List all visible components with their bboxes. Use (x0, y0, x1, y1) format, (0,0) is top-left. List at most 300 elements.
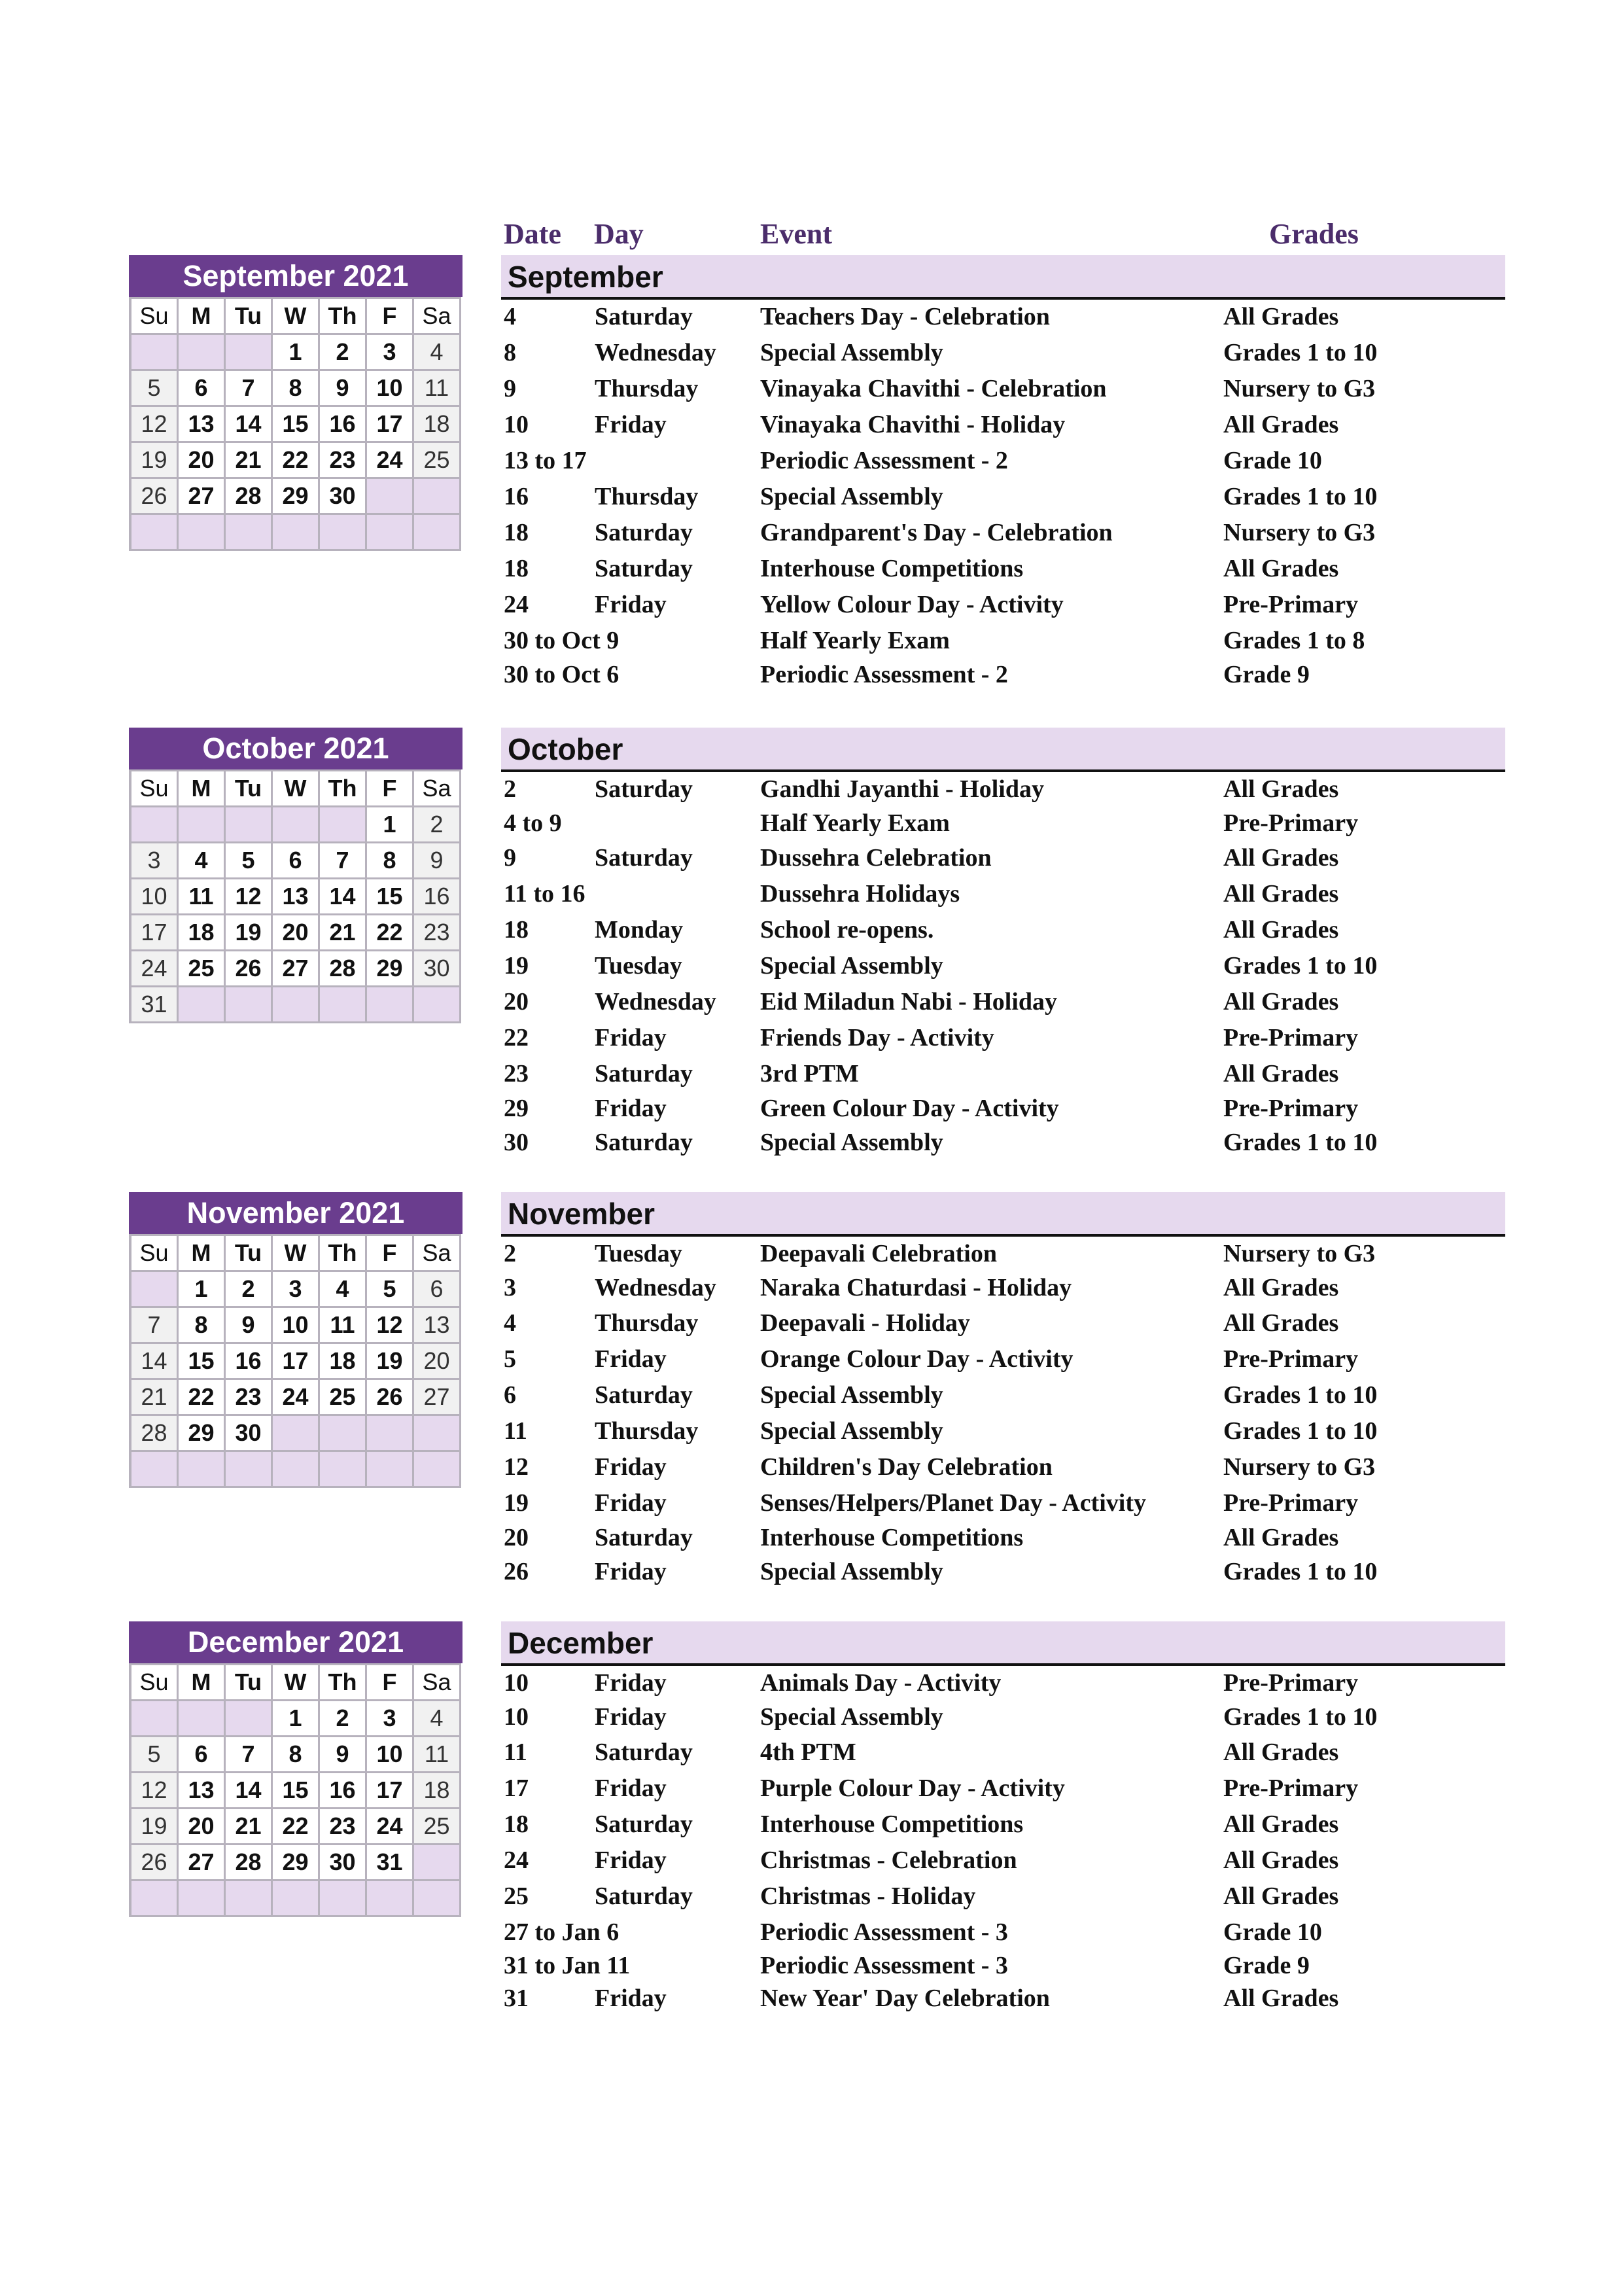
calendar-empty-cell (367, 1452, 414, 1488)
event-day: Friday (595, 591, 667, 618)
calendar-empty-cell (179, 987, 226, 1023)
month-name: December (508, 1626, 654, 1660)
event-name: Naraka Chaturdasi - Holiday (760, 1274, 1072, 1301)
calendar-day: 16 (320, 1773, 367, 1809)
event-grades: Grades 1 to 10 (1223, 1129, 1378, 1156)
calendar-day: 26 (131, 1845, 179, 1881)
calendar-empty-cell (414, 1845, 461, 1881)
mini-calendar-grid (129, 1663, 461, 1917)
calendar-empty-cell (131, 1881, 179, 1917)
calendar-day: 27 (273, 951, 320, 987)
weekday-header: Su (131, 1665, 179, 1701)
event-name: Christmas - Holiday (760, 1882, 976, 1910)
event-date: 3 (504, 1274, 516, 1301)
event-grades: Pre-Primary (1223, 1345, 1359, 1373)
event-row (504, 1951, 1508, 1984)
calendar-empty-cell (367, 479, 414, 515)
calendar-empty-cell (226, 987, 273, 1023)
weekday-header: Th (320, 771, 367, 807)
event-grades: Grades 1 to 8 (1223, 627, 1365, 654)
calendar-day: 10 (131, 879, 179, 915)
calendar-empty-cell (179, 1701, 226, 1737)
event-date: 9 (504, 844, 516, 872)
calendar-day: 11 (320, 1308, 367, 1344)
calendar-day: 17 (273, 1344, 320, 1380)
weekday-header: Sa (414, 1236, 461, 1272)
calendar-day: 2 (414, 807, 461, 843)
event-date: 11 to 16 (504, 880, 585, 908)
event-row (504, 1669, 1508, 1703)
event-row (504, 775, 1508, 809)
calendar-day: 3 (367, 1701, 414, 1737)
event-row (504, 1309, 1508, 1345)
calendar-day: 26 (131, 479, 179, 515)
calendar-day: 21 (131, 1380, 179, 1416)
mini-calendar-grid (129, 1234, 461, 1488)
event-day: Friday (595, 1775, 667, 1802)
calendar-day: 5 (226, 843, 273, 879)
calendar-day: 9 (226, 1308, 273, 1344)
event-date: 5 (504, 1345, 516, 1373)
event-name: Friends Day - Activity (760, 1024, 994, 1051)
event-grades: Pre-Primary (1223, 1669, 1359, 1697)
event-name: Purple Colour Day - Activity (760, 1775, 1065, 1802)
calendar-empty-cell (320, 1452, 367, 1488)
calendar-day: 23 (414, 915, 461, 951)
calendar-day: 23 (320, 1809, 367, 1845)
event-date: 17 (504, 1775, 529, 1802)
event-date: 23 (504, 1060, 529, 1087)
event-date: 26 (504, 1558, 529, 1585)
event-list (504, 1239, 1508, 1591)
event-grades: Nursery to G3 (1223, 519, 1376, 546)
calendar-day: 23 (320, 443, 367, 479)
calendar-day: 9 (414, 843, 461, 879)
calendar-day: 30 (320, 1845, 367, 1881)
month-header-bar (501, 255, 1505, 300)
mini-calendar-title: December 2021 (129, 1621, 462, 1663)
calendar-day: 24 (131, 951, 179, 987)
event-row (504, 1239, 1508, 1273)
weekday-header: M (179, 299, 226, 335)
event-row (504, 1489, 1508, 1523)
event-date: 10 (504, 1669, 529, 1697)
event-date: 31 (504, 1985, 529, 2012)
calendar-day: 24 (367, 443, 414, 479)
calendar-empty-cell (273, 987, 320, 1023)
event-row (504, 843, 1508, 879)
calendar-day: 27 (179, 479, 226, 515)
calendar-day: 10 (273, 1308, 320, 1344)
event-name: Special Assembly (760, 1417, 943, 1445)
event-grades: All Grades (1223, 1060, 1339, 1087)
event-row (504, 302, 1508, 338)
calendar-day: 1 (273, 335, 320, 371)
event-row (504, 518, 1508, 554)
calendar-day: 7 (320, 843, 367, 879)
calendar-empty-cell (367, 987, 414, 1023)
event-row (504, 1381, 1508, 1417)
calendar-day: 18 (320, 1344, 367, 1380)
event-grades: All Grades (1223, 775, 1339, 803)
calendar-day: 11 (414, 371, 461, 407)
calendar-empty-cell (131, 515, 179, 551)
mini-calendar (129, 1621, 462, 1917)
calendar-day: 15 (367, 879, 414, 915)
event-name: Grandparent's Day - Celebration (760, 519, 1113, 546)
weekday-header: M (179, 1236, 226, 1272)
event-day: Thursday (595, 375, 699, 402)
weekday-header: Tu (226, 771, 273, 807)
weekday-header: Tu (226, 299, 273, 335)
calendar-empty-cell (367, 515, 414, 551)
calendar-empty-cell (273, 1416, 320, 1452)
event-name: School re-opens. (760, 916, 934, 944)
calendar-day: 12 (226, 879, 273, 915)
calendar-day: 27 (179, 1845, 226, 1881)
calendar-day: 3 (367, 335, 414, 371)
event-date: 24 (504, 1846, 529, 1874)
event-row (504, 1846, 1508, 1882)
event-grades: Grade 10 (1223, 1918, 1322, 1946)
calendar-empty-cell (226, 1452, 273, 1488)
calendar-day: 19 (131, 1809, 179, 1845)
calendar-day: 15 (273, 1773, 320, 1809)
event-grades: Grades 1 to 10 (1223, 1558, 1378, 1585)
calendar-day: 7 (226, 371, 273, 407)
event-grades: Pre-Primary (1223, 591, 1359, 618)
event-day: Friday (595, 1669, 667, 1697)
weekday-header: Su (131, 299, 179, 335)
calendar-day: 18 (414, 1773, 461, 1809)
event-date: 24 (504, 591, 529, 618)
event-grades: Pre-Primary (1223, 1095, 1359, 1122)
event-name: Green Colour Day - Activity (760, 1095, 1059, 1122)
event-row (504, 1523, 1508, 1557)
event-day: Friday (595, 1703, 667, 1731)
calendar-day: 6 (179, 371, 226, 407)
event-list (504, 302, 1508, 694)
weekday-header: Tu (226, 1665, 273, 1701)
event-date: 30 (504, 1129, 529, 1156)
event-name: Special Assembly (760, 952, 943, 980)
event-date: 25 (504, 1882, 529, 1910)
calendar-day: 30 (226, 1416, 273, 1452)
event-row (504, 1453, 1508, 1489)
calendar-empty-cell (226, 335, 273, 371)
calendar-empty-cell (179, 807, 226, 843)
event-name: Senses/Helpers/Planet Day - Activity (760, 1489, 1146, 1517)
calendar-empty-cell (131, 1701, 179, 1737)
calendar-day: 6 (414, 1272, 461, 1308)
calendar-day: 15 (273, 407, 320, 443)
event-date: 8 (504, 339, 516, 366)
event-row (504, 809, 1508, 843)
calendar-day: 3 (273, 1272, 320, 1308)
calendar-day: 14 (320, 879, 367, 915)
calendar-day: 3 (131, 843, 179, 879)
calendar-day: 8 (367, 843, 414, 879)
weekday-header: F (367, 771, 414, 807)
calendar-day: 10 (367, 1737, 414, 1773)
event-name: Interhouse Competitions (760, 1524, 1024, 1551)
mini-calendar (129, 728, 462, 1023)
event-name: Vinayaka Chavithi - Holiday (760, 411, 1066, 438)
event-day: Tuesday (595, 952, 682, 980)
weekday-header: Sa (414, 1665, 461, 1701)
calendar-day: 10 (367, 371, 414, 407)
event-grades: Grade 9 (1223, 1952, 1310, 1979)
event-name: Periodic Assessment - 2 (760, 447, 1008, 474)
event-day: Saturday (595, 519, 693, 546)
event-day: Saturday (595, 303, 693, 330)
calendar-empty-cell (226, 515, 273, 551)
calendar-empty-cell (414, 987, 461, 1023)
event-date: 20 (504, 1524, 529, 1551)
event-grades: Grades 1 to 10 (1223, 339, 1378, 366)
event-date: 10 (504, 1703, 529, 1731)
month-name: September (508, 260, 663, 294)
event-day: Monday (595, 916, 684, 944)
event-date: 2 (504, 1240, 516, 1267)
calendar-day: 29 (179, 1416, 226, 1452)
event-date: 22 (504, 1024, 529, 1051)
event-date: 16 (504, 483, 529, 510)
calendar-day: 20 (414, 1344, 461, 1380)
event-row (504, 626, 1508, 660)
event-name: Christmas - Celebration (760, 1846, 1017, 1874)
calendar-day: 24 (273, 1380, 320, 1416)
weekday-header: W (273, 771, 320, 807)
event-grades: Grades 1 to 10 (1223, 483, 1378, 510)
event-date: 4 (504, 303, 516, 330)
month-name: November (508, 1197, 655, 1231)
event-name: Special Assembly (760, 1703, 943, 1731)
event-date: 20 (504, 988, 529, 1016)
event-day: Saturday (595, 1882, 693, 1910)
event-grades: Grades 1 to 10 (1223, 1417, 1378, 1445)
event-row (504, 1984, 1508, 2017)
calendar-day: 16 (320, 407, 367, 443)
weekday-header: Th (320, 1665, 367, 1701)
event-row (504, 1345, 1508, 1381)
calendar-day: 27 (414, 1380, 461, 1416)
event-name: Special Assembly (760, 1381, 943, 1409)
calendar-day: 23 (226, 1380, 273, 1416)
event-date: 4 to 9 (504, 809, 562, 837)
calendar-empty-cell (414, 515, 461, 551)
event-name: Special Assembly (760, 483, 943, 510)
event-row (504, 915, 1508, 951)
event-row (504, 951, 1508, 987)
calendar-day: 14 (226, 1773, 273, 1809)
calendar-day: 28 (226, 1845, 273, 1881)
calendar-day: 30 (414, 951, 461, 987)
event-row (504, 1738, 1508, 1774)
event-name: Vinayaka Chavithi - Celebration (760, 375, 1107, 402)
column-header-date: Date (504, 218, 561, 250)
calendar-empty-cell (320, 1881, 367, 1917)
calendar-day: 28 (226, 479, 273, 515)
event-date: 30 to Oct 9 (504, 627, 620, 654)
event-row (504, 1882, 1508, 1918)
calendar-day: 2 (226, 1272, 273, 1308)
calendar-empty-cell (414, 479, 461, 515)
event-row (504, 446, 1508, 482)
event-row (504, 1059, 1508, 1094)
event-name: 4th PTM (760, 1739, 856, 1766)
calendar-empty-cell (226, 1701, 273, 1737)
event-name: New Year' Day Celebration (760, 1985, 1050, 2012)
event-date: 18 (504, 916, 529, 944)
calendar-day: 4 (414, 335, 461, 371)
calendar-day: 8 (273, 371, 320, 407)
event-day: Saturday (595, 1739, 693, 1766)
calendar-day: 4 (179, 843, 226, 879)
calendar-empty-cell (226, 1881, 273, 1917)
event-date: 27 to Jan 6 (504, 1918, 620, 1946)
calendar-day: 12 (367, 1308, 414, 1344)
calendar-day: 25 (320, 1380, 367, 1416)
mini-calendar-title: November 2021 (129, 1192, 462, 1234)
event-date: 10 (504, 411, 529, 438)
calendar-day: 16 (226, 1344, 273, 1380)
calendar-empty-cell (414, 1416, 461, 1452)
weekday-header: Sa (414, 299, 461, 335)
calendar-day: 29 (367, 951, 414, 987)
mini-calendar-title: October 2021 (129, 728, 462, 769)
month-header-bar (501, 728, 1505, 772)
event-name: Half Yearly Exam (760, 809, 950, 837)
event-date: 12 (504, 1453, 529, 1481)
calendar-empty-cell (320, 987, 367, 1023)
event-day: Friday (595, 1345, 667, 1373)
calendar-day: 21 (320, 915, 367, 951)
event-date: 19 (504, 1489, 529, 1517)
event-date: 2 (504, 775, 516, 803)
calendar-day: 31 (131, 987, 179, 1023)
calendar-day: 11 (414, 1737, 461, 1773)
event-grades: All Grades (1223, 555, 1339, 582)
event-day: Thursday (595, 1309, 699, 1337)
event-row (504, 1918, 1508, 1951)
calendar-day: 18 (414, 407, 461, 443)
event-name: Deepavali - Holiday (760, 1309, 970, 1337)
event-row (504, 1128, 1508, 1162)
event-day: Saturday (595, 1129, 693, 1156)
event-row (504, 1417, 1508, 1453)
event-grades: All Grades (1223, 1524, 1339, 1551)
event-name: Special Assembly (760, 1129, 943, 1156)
event-row (504, 374, 1508, 410)
calendar-empty-cell (179, 1881, 226, 1917)
event-day: Wednesday (595, 1274, 716, 1301)
event-name: Half Yearly Exam (760, 627, 950, 654)
calendar-day: 25 (179, 951, 226, 987)
calendar-day: 28 (320, 951, 367, 987)
calendar-empty-cell (273, 1452, 320, 1488)
calendar-day: 18 (179, 915, 226, 951)
event-name: Dussehra Holidays (760, 880, 960, 908)
event-grades: Grades 1 to 10 (1223, 1703, 1378, 1731)
calendar-day: 31 (367, 1845, 414, 1881)
calendar-empty-cell (131, 1272, 179, 1308)
calendar-empty-cell (131, 1452, 179, 1488)
event-day: Friday (595, 1453, 667, 1481)
calendar-empty-cell (131, 335, 179, 371)
calendar-day: 14 (226, 407, 273, 443)
event-day: Saturday (595, 1381, 693, 1409)
calendar-day: 8 (179, 1308, 226, 1344)
calendar-day: 8 (273, 1737, 320, 1773)
calendar-day: 21 (226, 443, 273, 479)
event-grades: Pre-Primary (1223, 1024, 1359, 1051)
event-name: Deepavali Celebration (760, 1240, 998, 1267)
event-grades: All Grades (1223, 880, 1339, 908)
event-date: 18 (504, 1810, 529, 1838)
calendar-day: 7 (131, 1308, 179, 1344)
calendar-day: 5 (131, 1737, 179, 1773)
event-date: 9 (504, 375, 516, 402)
event-row (504, 1094, 1508, 1128)
mini-calendar (129, 255, 462, 551)
calendar-day: 13 (273, 879, 320, 915)
calendar-day: 5 (367, 1272, 414, 1308)
calendar-day: 28 (131, 1416, 179, 1452)
calendar-day: 30 (320, 479, 367, 515)
calendar-day: 6 (179, 1737, 226, 1773)
event-name: Eid Miladun Nabi - Holiday (760, 988, 1058, 1016)
mini-calendar-grid (129, 297, 461, 551)
event-name: Teachers Day - Celebration (760, 303, 1050, 330)
event-date: 18 (504, 519, 529, 546)
event-name: Animals Day - Activity (760, 1669, 1002, 1697)
event-grades: All Grades (1223, 1309, 1339, 1337)
event-grades: Grade 9 (1223, 661, 1310, 688)
calendar-day: 13 (414, 1308, 461, 1344)
month-header-bar (501, 1192, 1505, 1237)
event-day: Saturday (595, 555, 693, 582)
weekday-header: W (273, 299, 320, 335)
event-name: Periodic Assessment - 3 (760, 1952, 1008, 1979)
calendar-day: 26 (226, 951, 273, 987)
calendar-day: 20 (273, 915, 320, 951)
event-grades: All Grades (1223, 1739, 1339, 1766)
calendar-day: 19 (131, 443, 179, 479)
event-date: 4 (504, 1309, 516, 1337)
event-day: Saturday (595, 1524, 693, 1551)
event-grades: Grade 10 (1223, 447, 1322, 474)
calendar-empty-cell (320, 807, 367, 843)
event-row (504, 1557, 1508, 1591)
event-list (504, 775, 1508, 1162)
calendar-day: 22 (179, 1380, 226, 1416)
weekday-header: Su (131, 1236, 179, 1272)
column-header-day: Day (594, 218, 644, 250)
calendar-day: 2 (320, 335, 367, 371)
weekday-header: M (179, 1665, 226, 1701)
event-row (504, 1703, 1508, 1738)
weekday-header: W (273, 1236, 320, 1272)
event-name: Special Assembly (760, 339, 943, 366)
event-grades: All Grades (1223, 1882, 1339, 1910)
event-grades: Pre-Primary (1223, 1489, 1359, 1517)
event-date: 31 to Jan 11 (504, 1952, 631, 1979)
calendar-day: 11 (179, 879, 226, 915)
weekday-header: Th (320, 299, 367, 335)
calendar-day: 9 (320, 1737, 367, 1773)
calendar-empty-cell (179, 515, 226, 551)
